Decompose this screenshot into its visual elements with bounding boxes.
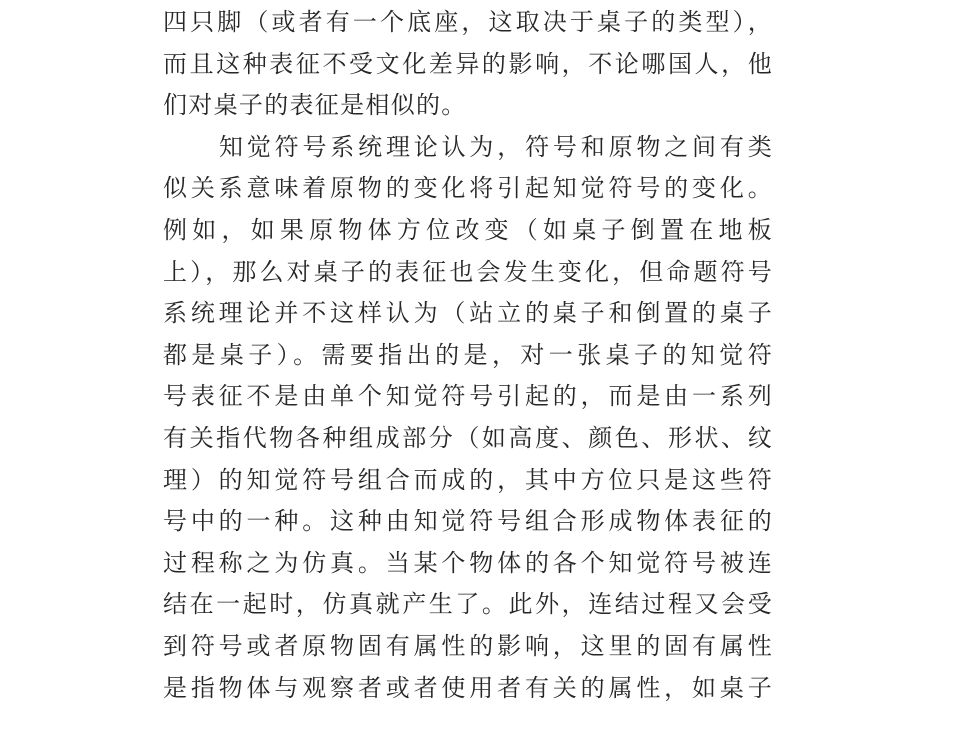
text-line: 似关系意味着原物的变化将引起知觉符号的变化。 (163, 174, 773, 203)
text-line: 有关指代物各种组成部分（如高度、颜色、形状、纹 (163, 423, 773, 452)
text-line: 到符号或者原物固有属性的影响，这里的固有属性 (163, 631, 773, 660)
text-line: 而且这种表征不受文化差异的影响，不论哪国人，他 (163, 49, 773, 78)
text-line: 是指物体与观察者或者使用者有关的属性，如桌子 (163, 673, 773, 702)
text-line: 例如，如果原物体方位改变（如桌子倒置在地板 (163, 215, 773, 244)
text-line: 结在一起时，仿真就产生了。此外，连结过程又会受 (163, 590, 773, 619)
paragraph-1 (163, 2, 773, 127)
text-line: 理）的知觉符号组合而成的，其中方位只是这些符 (163, 465, 773, 494)
text-line: 都是桌子）。需要指出的是，对一张桌子的知觉符 (163, 340, 773, 369)
body-text (163, 2, 773, 709)
text-line: 系统理论并不这样认为（站立的桌子和倒置的桌子 (163, 299, 773, 328)
text-line: 知觉符号系统理论认为，符号和原物之间有类 (219, 132, 773, 161)
text-line: 过程称之为仿真。当某个物体的各个知觉符号被连 (163, 548, 773, 577)
text-line: 们对桌子的表征是相似的。 (163, 91, 467, 120)
text-line: 四只脚（或者有一个底座，这取决于桌子的类型）， (163, 8, 773, 36)
text-line: 号中的一种。这种由知觉符号组合形成物体表征的 (163, 507, 773, 536)
text-line: 号表征不是由单个知觉符号引起的，而是由一系列 (163, 382, 773, 411)
paragraph-2 (163, 127, 773, 709)
text-line: 上），那么对桌子的表征也会发生变化，但命题符号 (163, 257, 773, 286)
